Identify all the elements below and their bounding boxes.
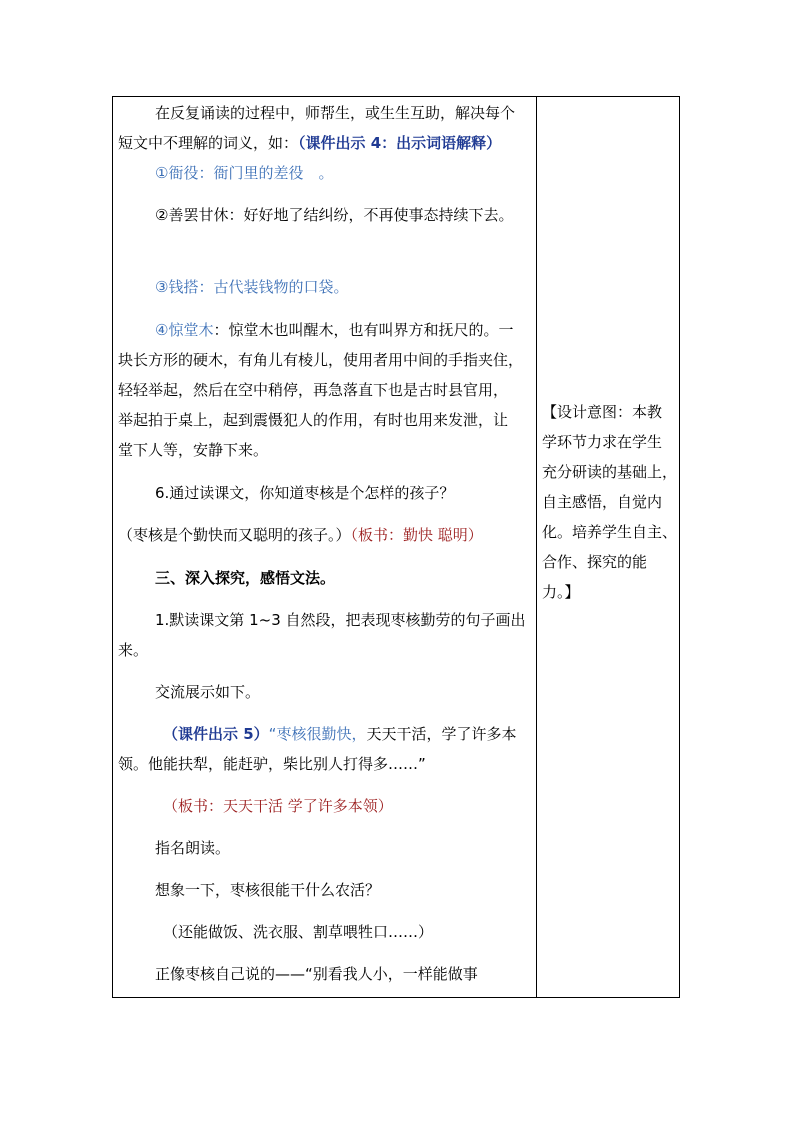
task-1: 1.默读课文第 1~3 自然段，把表现枣核勤劳的句子画出 [155, 611, 526, 629]
courseware-5: （课件出示 5）“枣核很勤快，天天干活，学了许多本 [163, 725, 517, 743]
design-intent-line: 充分研读的基础上， [542, 463, 678, 481]
read-aloud: 指名朗读。 [155, 839, 231, 857]
blackboard-note: （板书：勤快 聪明） [350, 526, 483, 544]
question-6: 6.通过读课文，你知道枣核是个怎样的孩子？ [155, 484, 455, 502]
definition-1: ①衙役：衙门里的差役 。 [155, 164, 334, 182]
answer-6: （枣核是个勤快而又聪明的孩子。）（板书：勤快 聪明） [118, 526, 483, 544]
design-intent-line: 【设计意图：本教 [542, 403, 663, 421]
design-intent-line: 学环节力求在学生 [542, 433, 663, 451]
paragraph-line: 举起拍于桌上，起到震慑犯人的作用，有时也用来发泄，让 [118, 411, 509, 429]
paragraph-line: 堂下人等，安静下来。 [118, 441, 269, 459]
last-line: 正像枣核自己说的——“别看我人小，一样能做事 [155, 965, 478, 983]
section-heading: 三、深入探究，感悟文法。 [155, 569, 336, 587]
imagine-question: 想象一下，枣核很能干什么农活？ [155, 881, 381, 899]
design-intent-line: 合作、探究的能 [542, 553, 648, 571]
definition-term: ④惊堂木 [155, 321, 214, 339]
paragraph-line: 领。他能扶犁，能赶驴，柴比别人打得多……” [118, 755, 426, 773]
definition-2: ②善罢甘休：好好地了结纠纷，不再使事态持续下去。 [155, 206, 514, 224]
definition-4: ④惊堂木：惊堂木也叫醒木，也有叫界方和抚尺的。一 [155, 321, 514, 339]
paragraph-line: 块长方形的硬木，有角儿有棱儿，使用者用中间的手指夹住， [118, 351, 524, 369]
definition-3: ③钱搭：古代装钱物的口袋。 [155, 278, 349, 296]
paragraph-line: 短文中不理解的词义，如：（课件出示 4：出示词语解释） [118, 134, 502, 152]
courseware-note: （课件出示 4：出示词语解释） [298, 134, 502, 152]
paragraph-line: 轻轻举起，然后在空中稍停，再急落直下也是古时县官用， [118, 381, 509, 399]
blackboard-note-2: （板书：天天干活 学了许多本领） [163, 797, 393, 815]
lesson-plan-table [112, 96, 680, 998]
column-divider [536, 97, 537, 997]
exchange-line: 交流展示如下。 [155, 683, 261, 701]
paragraph-line: 来。 [118, 641, 149, 659]
design-intent-line: 化。培养学生自主、 [542, 523, 678, 541]
design-intent-line: 自主感悟，自觉内 [542, 493, 663, 511]
design-intent-line: 力。】 [542, 583, 580, 601]
imagine-answer: （还能做饭、洗衣服、割草喂牲口……） [163, 923, 434, 941]
paragraph-line: 在反复诵读的过程中，师帮生，或生生互助，解决每个 [155, 104, 516, 122]
